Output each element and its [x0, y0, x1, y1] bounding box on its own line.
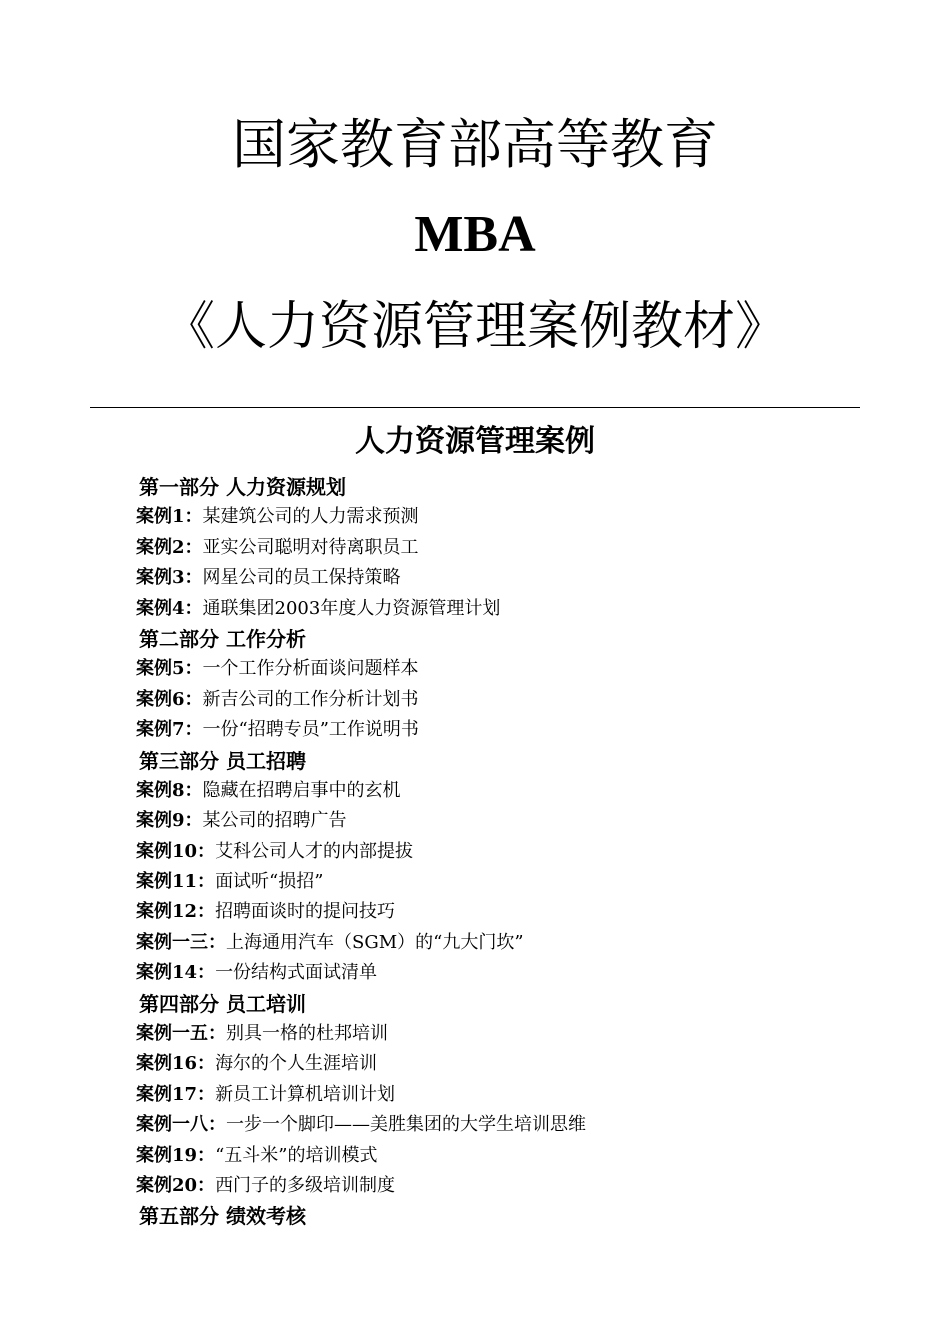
toc-case-label: 案例6： [136, 688, 203, 710]
toc-case-title: 新员工计算机培训计划 [215, 1083, 396, 1105]
toc-case-label: 案例10： [136, 840, 216, 862]
toc-case-item [136, 1110, 896, 1140]
toc-case-title: 一步一个脚印——美胜集团的大学生培训思维 [226, 1114, 586, 1136]
toc-case-title: “五斗米”的培训模式 [215, 1144, 378, 1166]
toc-case-title: 一个工作分析面谈问题样本 [202, 658, 419, 680]
toc-case-label: 案例14： [136, 962, 216, 984]
toc-case-title: 西门子的多级培训制度 [215, 1174, 396, 1196]
toc-case-title: 招聘面谈时的提问技巧 [215, 901, 396, 923]
toc-case-title: 网星公司的员工保持策略 [202, 567, 401, 589]
toc-case-item [136, 715, 896, 745]
toc-case-item [136, 1080, 896, 1110]
toc-case-label: 案例1： [136, 506, 203, 528]
toc-case-item [136, 563, 896, 593]
toc-case-label: 案例3： [136, 567, 203, 589]
toc-case-item [136, 958, 896, 988]
toc-case-item [136, 594, 896, 624]
horizontal-divider [90, 407, 860, 408]
toc-case-label: 案例一八： [136, 1114, 226, 1136]
toc-part-heading: 第二部分 工作分析 [139, 626, 306, 651]
toc-part-heading: 第三部分 员工招聘 [139, 748, 306, 773]
toc-case-title: 隐藏在招聘启事中的玄机 [202, 779, 401, 801]
toc-case-item [136, 685, 896, 715]
toc-case-label: 案例11： [136, 871, 216, 893]
toc-case-item [136, 1141, 896, 1171]
toc-case-label: 案例2： [136, 536, 203, 558]
toc-case-label: 案例一三： [136, 931, 226, 953]
toc-case-label: 案例16： [136, 1053, 216, 1075]
toc-case-title: 某建筑公司的人力需求预测 [202, 506, 419, 528]
section-title: 人力资源管理案例 [355, 424, 595, 459]
table-of-contents [136, 472, 896, 1232]
toc-case-title: 面试听“损招” [215, 871, 324, 893]
toc-part-heading: 第四部分 员工培训 [139, 991, 306, 1016]
toc-case-label: 案例12： [136, 901, 216, 923]
toc-case-label: 案例20： [136, 1174, 216, 1196]
toc-case-title: 艾科公司人才的内部提拔 [215, 840, 414, 862]
toc-case-title: 亚实公司聪明对待离职员工 [202, 536, 419, 558]
document-title-line-2: MBA [414, 206, 536, 263]
toc-case-title: 海尔的个人生涯培训 [215, 1053, 378, 1075]
toc-case-label: 案例一五： [136, 1023, 226, 1045]
toc-case-label: 案例4： [136, 597, 203, 619]
toc-case-title: 上海通用汽车（SGM）的“九大门坎” [226, 931, 524, 953]
toc-case-item [136, 654, 896, 684]
toc-case-label: 案例19： [136, 1144, 216, 1166]
toc-case-label: 案例8： [136, 779, 203, 801]
toc-case-title: 一份“招聘专员”工作说明书 [202, 719, 419, 741]
toc-case-item [136, 533, 896, 563]
toc-case-item [136, 837, 896, 867]
toc-case-item [136, 776, 896, 806]
toc-case-title: 某公司的招聘广告 [202, 810, 347, 832]
toc-case-item [136, 502, 896, 532]
toc-case-item [136, 928, 896, 958]
toc-case-item [136, 1171, 896, 1201]
toc-case-item [136, 897, 896, 927]
document-title-line-3: 《人力资源管理案例教材》 [162, 297, 787, 357]
toc-case-title: 一份结构式面试清单 [215, 962, 378, 984]
toc-case-title: 通联集团2003年度人力资源管理计划 [202, 597, 501, 619]
toc-case-label: 案例17： [136, 1083, 216, 1105]
toc-case-label: 案例9： [136, 810, 203, 832]
toc-case-label: 案例7： [136, 719, 203, 741]
document-title-line-1: 国家教育部高等教育 [232, 113, 718, 176]
toc-case-item [136, 806, 896, 836]
toc-part-heading: 第五部分 绩效考核 [139, 1204, 306, 1229]
toc-case-item [136, 1019, 896, 1049]
toc-case-item [136, 1049, 896, 1079]
toc-case-title: 别具一格的杜邦培训 [226, 1023, 388, 1045]
toc-part-heading: 第一部分 人力资源规划 [139, 475, 346, 499]
toc-case-item [136, 867, 896, 897]
toc-case-label: 案例5： [136, 658, 203, 680]
toc-case-title: 新吉公司的工作分析计划书 [202, 688, 419, 710]
